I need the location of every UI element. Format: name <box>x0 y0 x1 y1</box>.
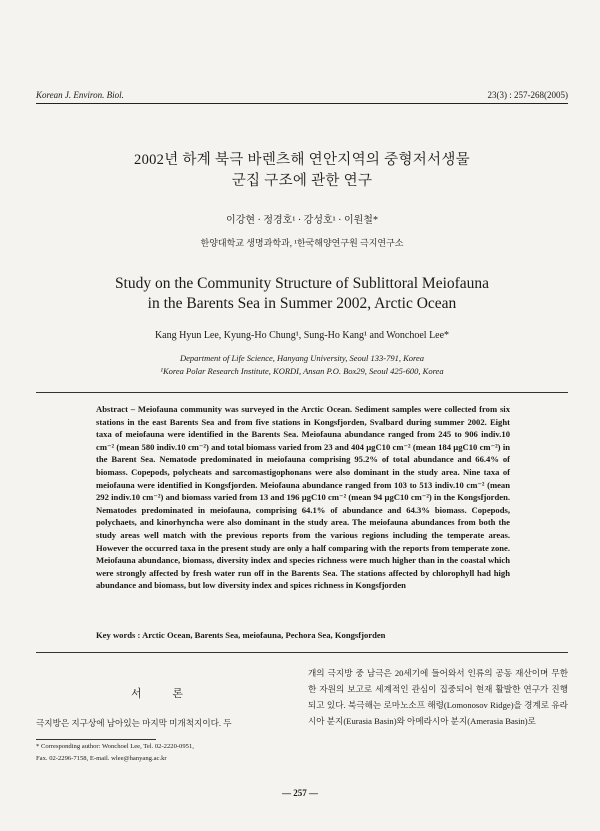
english-title <box>36 274 568 314</box>
intro-left-text: 극지방은 지구상에 남아있는 마지막 미개척지이다. 두 <box>36 718 232 728</box>
citation: 23(3) : 257-268(2005) <box>487 90 568 100</box>
abstract-bottom-rule <box>36 652 568 653</box>
korean-title <box>36 150 568 192</box>
running-head <box>36 90 568 104</box>
intro-heading: 서 론 <box>130 688 197 700</box>
affiliation-1: Department of Life Science, Hanyang University, Seoul 133-791, Korea <box>179 353 424 363</box>
english-title-line2: in the Barents Sea in Summer 2002, Arctic Ocean <box>147 295 457 312</box>
footnote-line2: Fax. 02-2296-7158, E-mail. wlee@hanyang.ac.kr <box>36 755 167 762</box>
abstract: Abstract – Meiofauna community was surveyed in the Arctic Ocean. Sediment samples were collected from six stations in the east Barents Sea and from five stations in Kongsfjorden, Svalbard during summer 2002. Eight taxa of meiofauna were identified in the Barents Sea. Meiofauna abundance ranged from 245 to 906 indiv.10 cm⁻² (mean 580 indiv.10 cm⁻²) and total biomass varied from 23 and 404 µgC10 cm⁻² (mean 184 µgC10 cm⁻²) in the Barent Sea. Nematode predominated in meiofauna comprising 95.2% of total abundance and 66.4% of biomass. Copepods, polycheats and sarcomastigophonans were also dominant in the study area. Nine taxa of meiofauna were identified in Kongsfjorden. Meiofauna abundance ranged from 103 to 513 indiv.10 cm⁻² (mean 292 indiv.10 cm⁻²) and biomass varied from 13 and 196 µgC10 cm⁻² (mean 94 µgC10 cm⁻²) in the Kongsfjorden. Nematodes predominated in meiofauna, comprising 64.1% of abundance and 64.3% biomass. Copepods, polychaets, and kinorhyncha were also dominant in the study area. The meiofauna abundances from both the study areas well match with the previous reports from the various regions including the temperate areas. However the occurred taxa in the present study are only a half comparing with the reports from temperate zone. Meiofauna abundance, biomass, diversity index and species richness were much higher than in the coastal which were strongly affected by fresh water run off in the Barents Sea. The stations affected by chlorophyll had high abundance and biomass, but low diversity index and spices richness in Kongsfjorden <box>96 404 510 591</box>
left-column <box>36 665 292 764</box>
journal-name: Korean J. Environ. Biol. <box>36 90 124 100</box>
footnote-rule <box>36 739 156 740</box>
keywords: Key words : Arctic Ocean, Barents Sea, meiofauna, Pechora Sea, Kongsfjorden <box>96 630 386 640</box>
abstract-top-rule <box>36 392 568 393</box>
english-title-line1: Study on the Community Structure of Sublittoral Meiofauna <box>114 275 490 292</box>
korean-authors: 이강현 · 정경호¹ · 강성호¹ · 이원철* <box>226 215 378 226</box>
korean-title-line1: 2002년 하계 북극 바렌츠해 연안지역의 중형저서생물 <box>134 152 470 168</box>
footnote-line1: * Corresponding author: Wonchoel Lee, Tel. 02-2220-0951, <box>36 743 194 750</box>
affiliation-2: ¹Korea Polar Research Institute, KORDI, Ansan P.O. Box29, Seoul 425-600, Korea <box>160 366 444 376</box>
korean-title-line2: 군집 구조에 관한 연구 <box>231 173 373 189</box>
right-column <box>308 665 568 729</box>
page-number: — 257 — <box>282 788 318 798</box>
english-affiliations <box>36 352 568 378</box>
english-authors: Kang Hyun Lee, Kyung-Ho Chung¹, Sung-Ho Kang¹ and Wonchoel Lee* <box>154 330 450 341</box>
korean-affiliation: 한양대학교 생명과학과, ¹한국해양연구원 극지연구소 <box>200 238 404 248</box>
intro-right-text: 개의 극지방 중 남극은 20세기에 들어와서 인류의 공동 재산이며 무한한 자원의 보고로 세계적인 관심이 집중되어 현재 활발한 연구가 진행되고 있다. 북극해는 로마노소프 해령(Lomonosov Ridge)을 경계로 유라시아 분지(Eurasia Basin)와 아메라시아 분지(Amerasia Basin)로 <box>308 668 568 726</box>
